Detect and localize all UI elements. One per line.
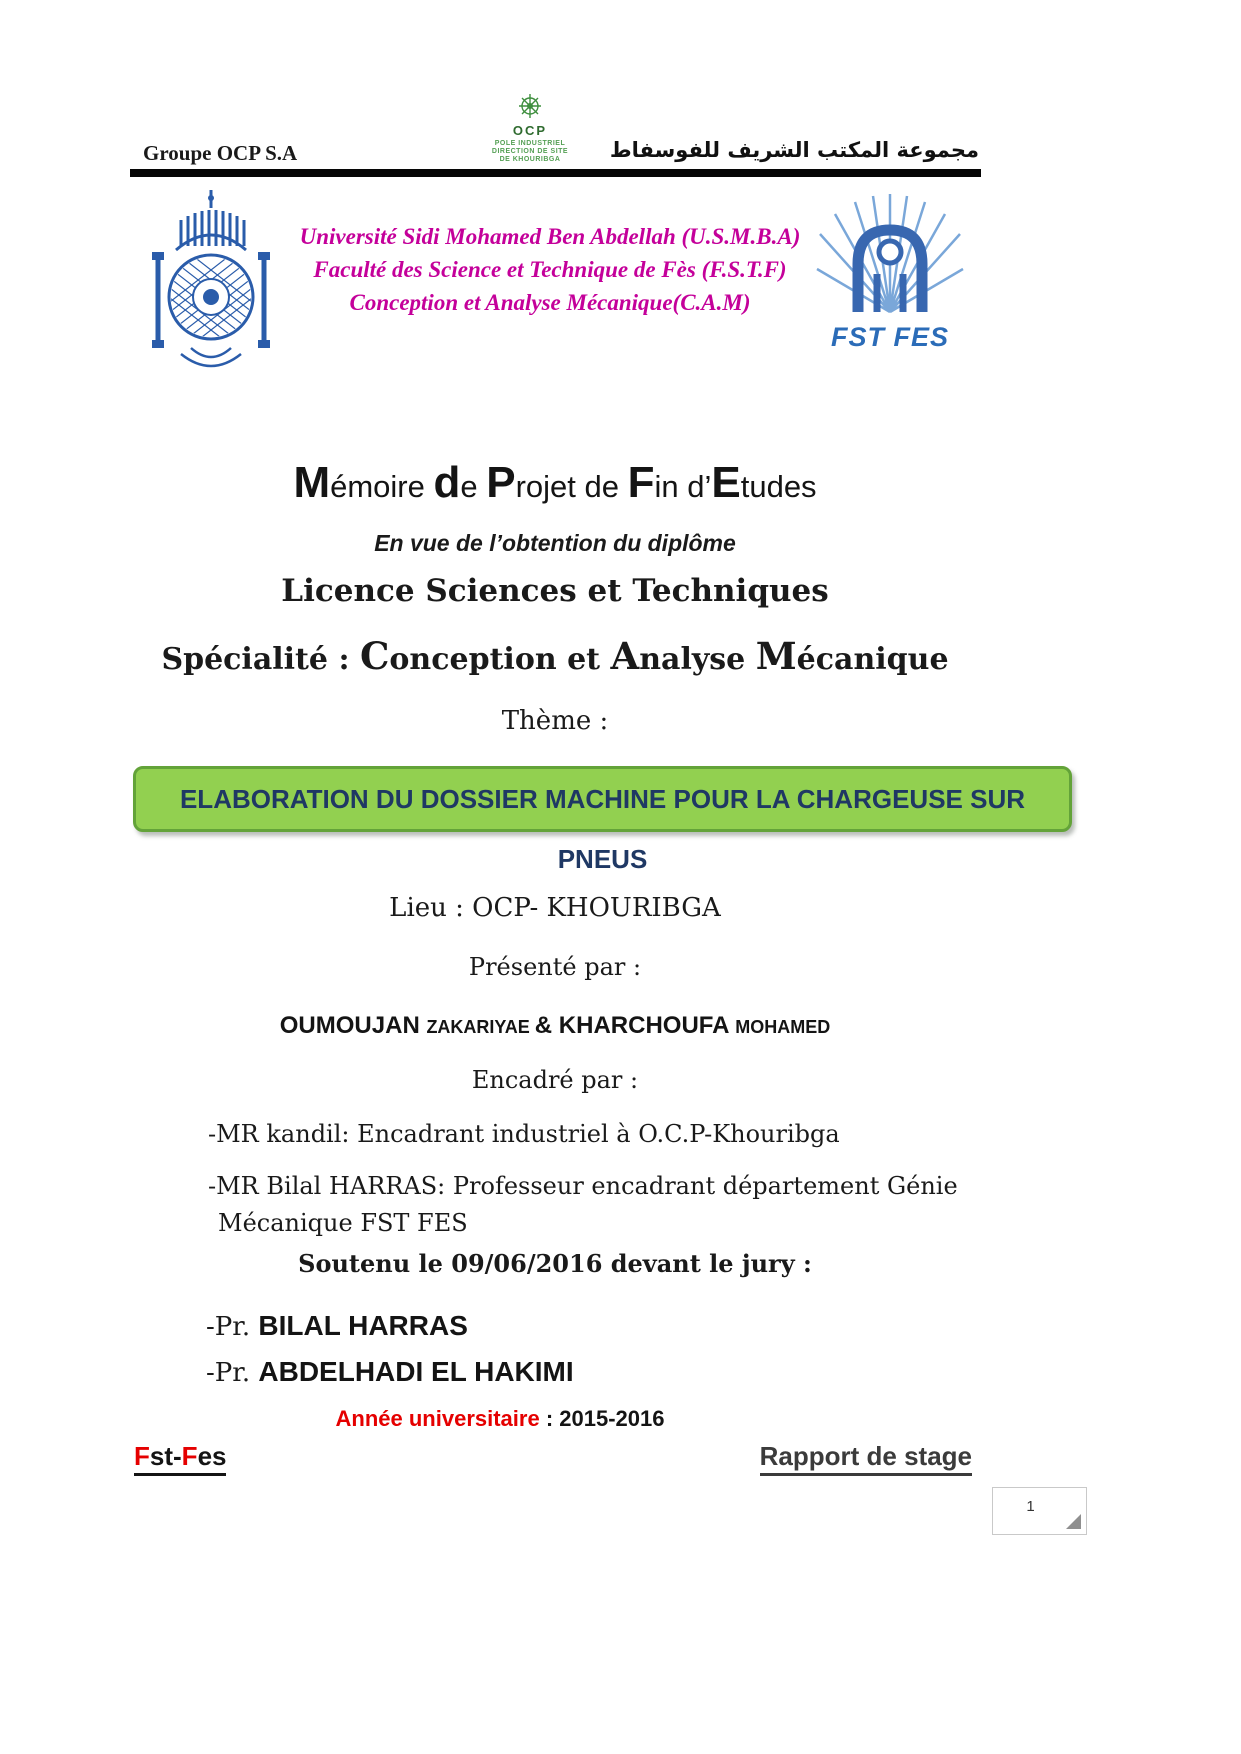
author2-last: MOHAMED <box>735 1017 831 1037</box>
company-name-arabic: مجموعة المكتب الشريف للفوسفاط <box>609 138 979 162</box>
specialty-initial: M <box>755 634 797 678</box>
diploma-subtitle: En vue de l’obtention du diplôme <box>374 530 736 556</box>
academic-year-line <box>30 1406 970 1432</box>
title-text: in d’ <box>654 469 712 504</box>
fst-logo <box>810 194 970 353</box>
footer-left-text: es <box>197 1441 227 1471</box>
footer-report-label: Rapport de stage <box>760 1441 972 1476</box>
jury-member-2 <box>206 1356 574 1388</box>
location-line: Lieu : OCP- KHOURIBGA <box>389 893 721 923</box>
page-number: 1 <box>1026 1498 1035 1515</box>
university-line1: Université Sidi Mohamed Ben Abdellah (U.S.M.B.A) <box>299 224 801 249</box>
title-initial: F <box>627 458 655 507</box>
footer-fst-fes <box>134 1441 226 1476</box>
supervisor-academic-line2: Mécanique FST FES <box>218 1209 468 1237</box>
specialty-initial: A <box>610 634 640 678</box>
jury-name: ABDELHADI EL HAKIMI <box>258 1356 574 1387</box>
ocp-logo-caption-line2: DIRECTION DE SITE <box>491 148 569 155</box>
university-seal-icon <box>136 190 286 375</box>
author2-first: KHARCHOUFA <box>558 1012 736 1039</box>
title-initial: P <box>486 458 516 507</box>
degree-title: Licence Sciences et Techniques <box>281 573 829 609</box>
title-initial: M <box>293 458 331 507</box>
academic-year-value: : 2015-2016 <box>539 1406 665 1431</box>
authors-line <box>85 1012 1025 1040</box>
company-name: Groupe OCP S.A <box>143 141 298 165</box>
presented-by-label: Présenté par : <box>468 953 642 981</box>
supervisor-academic-line1: -MR Bilal HARRAS: Professeur encadrant département Génie <box>208 1172 958 1200</box>
academic-year-label: Année universitaire <box>335 1406 540 1431</box>
specialty-text: et <box>567 642 611 677</box>
author1-last: ZAKARIYAE <box>426 1017 535 1037</box>
university-heading <box>295 220 805 319</box>
title-initial: d <box>433 458 461 507</box>
specialty-line <box>85 634 1025 678</box>
university-line3: Conception et Analyse Mécanique(C.A.M) <box>349 290 751 315</box>
specialty-text: nalyse <box>639 642 756 677</box>
footer-left-text: st- <box>149 1441 182 1471</box>
ocp-logo-caption <box>455 140 605 164</box>
university-seal <box>136 190 286 379</box>
jury-name: BILAL HARRAS <box>258 1310 468 1341</box>
memoire-title <box>85 458 1025 508</box>
ocp-emblem-icon <box>515 92 545 122</box>
footer-left-text: F <box>134 1441 150 1471</box>
jury-member-1 <box>206 1310 468 1342</box>
title-text: e <box>460 469 487 504</box>
supervisor-industrial: -MR kandil: Encadrant industriel à O.C.P-Khouribga <box>208 1120 840 1148</box>
jury-prefix: -Pr. <box>206 1358 259 1388</box>
fst-logo-label: FST FES <box>830 322 949 352</box>
title-initial: E <box>711 458 741 507</box>
specialty-initial: C <box>359 634 390 678</box>
title-text: émoire <box>330 469 434 504</box>
author1-first: OUMOUJAN <box>279 1012 427 1039</box>
ocp-logo-caption-line3: DE KHOURIBGA <box>499 156 561 163</box>
theme-title-box: ELABORATION DU DOSSIER MACHINE POUR LA CHARGEUSE SUR PNEUS <box>133 766 1072 832</box>
title-text: tudes <box>740 469 817 504</box>
specialty-text: écanique <box>796 642 949 677</box>
fst-logo-icon <box>815 194 965 316</box>
ocp-logo-name: OCP <box>512 123 548 138</box>
specialty-text: onception <box>389 642 568 677</box>
supervised-by-label: Encadré par : <box>471 1066 639 1094</box>
theme-label: Thème : <box>501 706 609 736</box>
university-line2: Faculté des Science et Technique de Fès (F.S.T.F) <box>313 257 787 282</box>
jury-prefix: -Pr. <box>206 1312 259 1342</box>
footer-left-text: F <box>181 1441 198 1471</box>
ocp-logo-caption-line1: POLE INDUSTRIEL <box>494 140 566 147</box>
title-text: rojet de <box>515 469 628 504</box>
ocp-logo <box>455 92 605 164</box>
header-divider <box>130 169 981 177</box>
authors-ampersand: & <box>534 1012 559 1039</box>
specialty-label: Spécialité : <box>161 642 360 677</box>
supervisor-academic <box>208 1168 1068 1242</box>
page-number-box <box>992 1487 1087 1535</box>
defense-line: Soutenu le 09/06/2016 devant le jury : <box>298 1249 812 1278</box>
